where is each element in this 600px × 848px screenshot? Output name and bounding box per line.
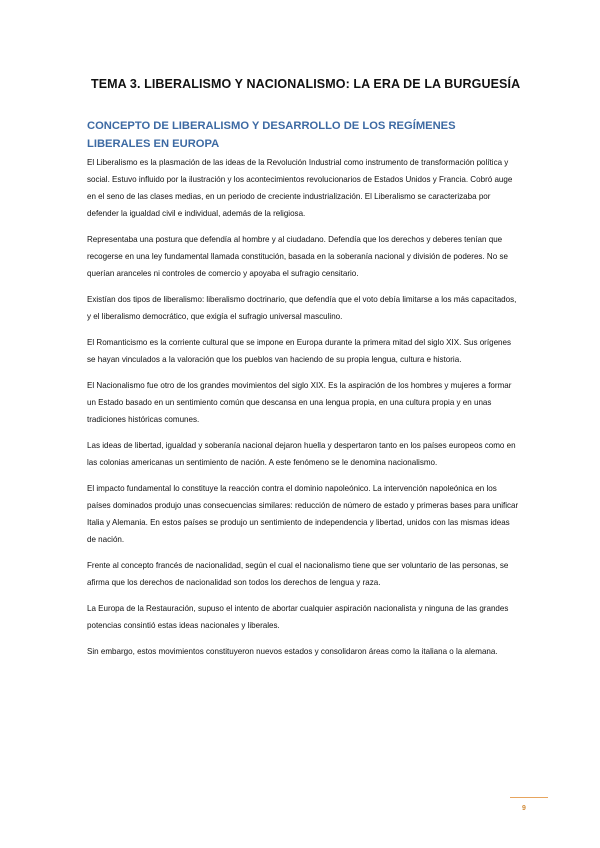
- paragraph: Representaba una postura que defendía al hombre y al ciudadano. Defendía que los derechos y deberes tenían que recogerse en una ley fundamental llamada constitución, basada en la soberanía nacional y división de poderes. No se querían aranceles ni controles de comercio y apoyaba el sufragio censitario.: [87, 235, 508, 278]
- page-number-divider: [510, 797, 548, 798]
- page-number: 9: [522, 805, 526, 812]
- page-title: TEMA 3. LIBERALISMO Y NACIONALISMO: LA ERA DE LA BURGUESÍA: [91, 77, 521, 91]
- paragraph: Las ideas de libertad, igualdad y soberanía nacional dejaron huella y despertaron tanto en los países europeos como en las colonias americanas un sentimiento de nación. A este fenómeno se le denomina nacionalismo.: [87, 441, 516, 467]
- paragraph: Existían dos tipos de liberalismo: liberalismo doctrinario, que defendía que el voto debía limitarse a los más capacitados, y el liberalismo democrático, que exigía el sufragio universal masculino.: [87, 295, 517, 321]
- section-heading: CONCEPTO DE LIBERALISMO Y DESARROLLO DE LOS REGÍMENES LIBERALES EN EUROPA: [87, 120, 456, 150]
- paragraph: El Liberalismo es la plasmación de las ideas de la Revolución Industrial como instrumento de transformación política y social. Estuvo influido por la ilustración y los acontecimientos revolucionarios de Estados Unidos y Francia. Cobró auge en el seno de las clases medias, en un periodo de creciente industrialización. El Liberalismo se caracterizaba por defender la igualdad civil e individual, además de la religiosa.: [87, 158, 513, 218]
- paragraph: Frente al concepto francés de nacionalidad, según el cual el nacionalismo tiene que ser voluntario de las personas, se afirma que los derechos de nacionalidad son todos los derechos de lengua y raza.: [87, 561, 509, 587]
- paragraph: El impacto fundamental lo constituye la reacción contra el dominio napoleónico. La intervención napoleónica en los países dominados produjo unas consecuencias similares: reducción de número de estado y primeras bases para unificar Italia y Alemania. En estos países se produjo un sentimiento de independencia y libertad, unidos con las mismas ideas de nación.: [87, 484, 519, 544]
- body-text: [87, 154, 519, 669]
- paragraph: La Europa de la Restauración, supuso el intento de abortar cualquier aspiración nacionalista y ninguna de las grandes potencias consintió estas ideas nacionales y liberales.: [87, 604, 509, 630]
- paragraph: El Nacionalismo fue otro de los grandes movimientos del siglo XIX. Es la aspiración de los hombres y mujeres a formar un Estado basado en un sentimiento común que descansa en una lengua propia, en una cultura propia y en unas tradiciones históricas comunes.: [87, 381, 512, 424]
- paragraph: El Romanticismo es la corriente cultural que se impone en Europa durante la primera mitad del siglo XIX. Sus orígenes se hayan vinculados a la valoración que los pueblos van haciendo de su propia lengua, cultura e historia.: [87, 338, 512, 364]
- paragraph: Sin embargo, estos movimientos constituyeron nuevos estados y consolidaron áreas como la italiana o la alemana.: [87, 647, 498, 656]
